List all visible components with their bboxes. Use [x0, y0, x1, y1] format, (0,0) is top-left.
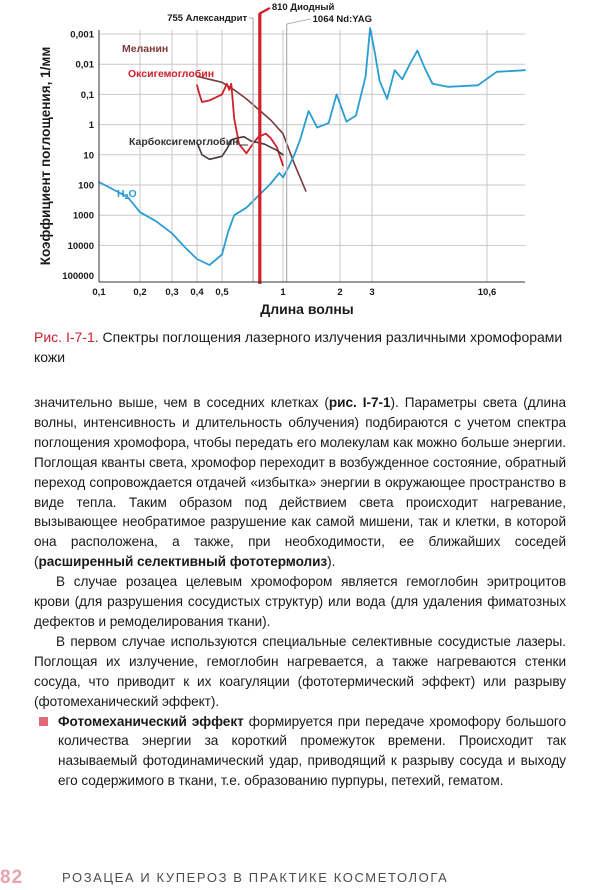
- bullet-term: Фотомеханический эффект: [58, 713, 244, 729]
- melanin-curve: [197, 76, 306, 191]
- y-tick-label: 0,1: [80, 89, 94, 101]
- x-tick-label: 2: [337, 287, 343, 298]
- water-label: H2O: [117, 188, 137, 201]
- bullet-item: [34, 712, 566, 792]
- body-text: [34, 393, 566, 791]
- y-tick-label: 1000: [72, 210, 94, 222]
- figure-caption: [34, 327, 564, 367]
- y-tick-label: 0,01: [75, 59, 94, 71]
- x-tick-label: 0,3: [165, 287, 179, 298]
- figure-ref: Рис. I-7-1.: [34, 329, 99, 345]
- laser-label-1064: 1064 Nd:YAG: [312, 14, 372, 25]
- paragraph-1-c: ).: [327, 554, 336, 570]
- laser-label-810: 810 Диодный: [271, 2, 335, 13]
- bullet-text: формируется при передаче хромофору большого количества энергии за короткий промежуток времени. Происходит так называемый фотодинамический удар, приводящий к разрыву сосуда и выходу его содержимого в ткани, т.е. образованию пурпуры, петехий, гематом.: [58, 713, 566, 789]
- x-tick-label: 0,2: [133, 287, 147, 298]
- laser-line-1064-leader: [287, 19, 311, 24]
- paragraph-1: [34, 393, 566, 572]
- y-tick-label: 100: [78, 180, 94, 192]
- caption-text: Спектры поглощения лазерного излучения различными хромофорами кожи: [34, 329, 563, 365]
- figure-link[interactable]: рис. I-7-1: [328, 395, 391, 410]
- x-tick-label: 3: [369, 287, 375, 298]
- page-number: 82: [0, 867, 24, 888]
- page-footer: [0, 866, 590, 890]
- x-tick-label: 0,5: [215, 287, 229, 298]
- y-tick-label: 0,001: [70, 29, 94, 41]
- y-tick-label: 100000: [62, 271, 94, 283]
- oxyhemoglobin-label: Оксигемоглобин: [128, 68, 215, 80]
- y-tick-label: 10000: [67, 240, 94, 252]
- x-tick-label: 1: [280, 287, 286, 298]
- running-title: РОЗАЦЕА И КУПЕРОЗ В ПРАКТИКЕ КОСМЕТОЛОГА: [62, 870, 449, 885]
- paragraph-1-a: значительно выше, чем в соседних клетках (: [34, 395, 329, 410]
- bullet-square-icon: [39, 717, 48, 726]
- carboxyhemoglobin-label: Карбоксигемоглобин: [129, 136, 239, 148]
- series-labels: [117, 43, 248, 201]
- term-bold: расширенный селективный фототермолиз: [38, 554, 328, 570]
- x-tick-label: 0,1: [92, 287, 106, 298]
- x-tick-label: 0,4: [190, 287, 204, 298]
- paragraph-2: В случае розацеа целевым хромофором является гемоглобин эритроцитов крови (для разрушения сосудистых структур) или вода (для удаления фиматозных дефектов и ремоделирования ткани).: [34, 574, 566, 629]
- melanin-label: Меланин: [122, 43, 169, 55]
- x-axis-label: Длина волны: [260, 301, 354, 317]
- laser-label-755: 755 Александрит: [167, 13, 248, 24]
- y-tick-label: 10: [83, 150, 94, 162]
- y-axis-label: Коэффициент поглощения, 1/мм: [38, 46, 53, 266]
- absorption-spectrum-chart: [0, 0, 590, 322]
- y-tick-label: 1: [88, 120, 94, 132]
- paragraph-1-b: ). Параметры света (длина волны, интенсивность и длительность облучения) подбираются с учетом спектра поглощения хромофора, чтобы передать его молекулам как можно больше энергии. Поглощая кванты света, хромофор переходит в возбужденное состояние, обратный переход сопровождается отдачей «избытка» энергии в окружающее пространство в виде тепла. Таким образом под действием света происходит нагревание, вызывающее необратимое разрушение как самой мишени, так и клетки, в которой она расположена, а также, при необходимости, ее ближайших соседей (: [34, 395, 566, 570]
- paragraph-3: В первом случае используются специальные селективные сосудистые лазеры. Поглощая их излучение, гемоглобин нагревается, а также нагреваются стенки сосуда, что приводит к их коагуляции (фототермический эффект) или разрыву (фотомеханический эффект).: [34, 633, 566, 709]
- x-tick-label: 10,6: [477, 287, 497, 298]
- laser-line-810-flag: [259, 8, 270, 14]
